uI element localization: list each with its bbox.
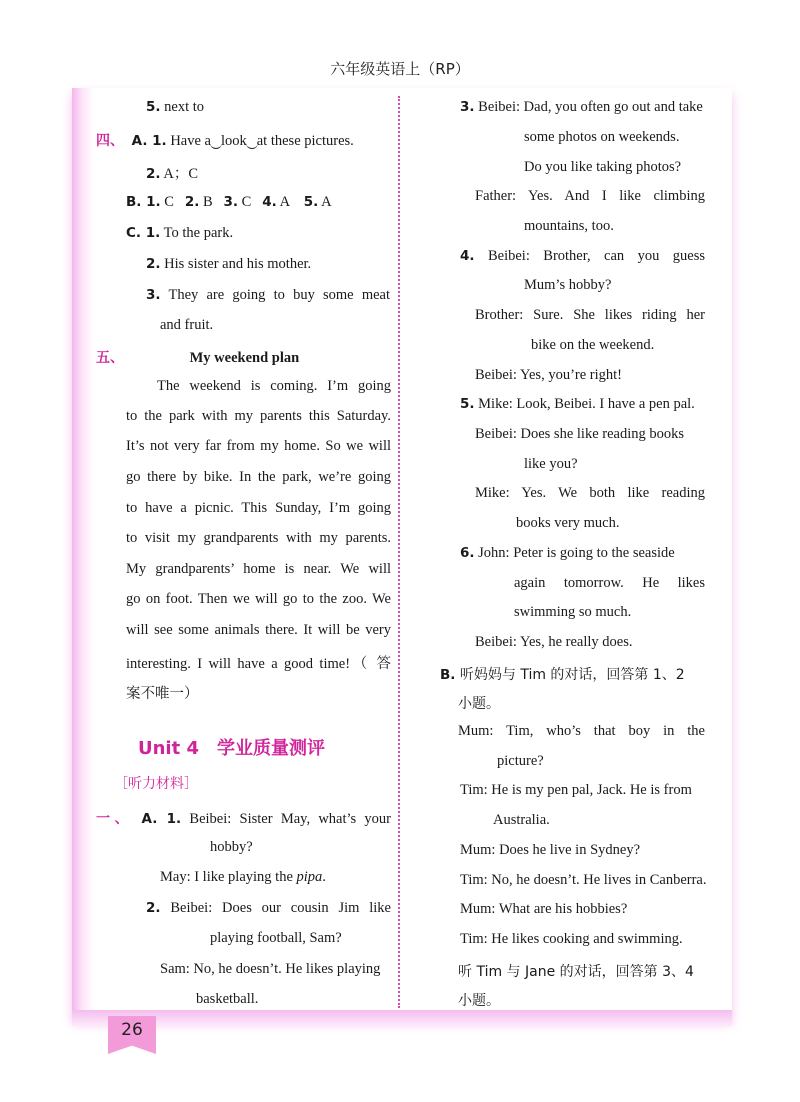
question-instruction: 小题。 — [458, 993, 500, 1009]
script-line: mountains, too. — [524, 218, 614, 234]
essay-line: go there by bike. In the park, we’re going — [126, 469, 391, 485]
script-line: books very much. — [516, 515, 620, 531]
script-line: 6. John: Peter is going to the seaside — [460, 545, 675, 561]
essay-line: The weekend is coming. I’m going — [157, 378, 391, 394]
answer-line: 5. next to — [146, 99, 205, 115]
script-line: bike on the weekend. — [531, 337, 655, 353]
section-mark: 一、 — [96, 811, 134, 827]
script-line: Mike: Yes. We both like reading — [475, 485, 705, 501]
answer-line: 2. His sister and his mother. — [146, 256, 312, 272]
section-mark: 五、 — [96, 350, 124, 366]
script-line: Beibei: Yes, he really does. — [475, 634, 633, 650]
answer-line: 四、 A. 1. Have a look at these pictures. — [96, 133, 354, 149]
script-line: 2. Beibei: Does our cousin Jim like — [146, 900, 391, 916]
script-line: like you? — [524, 456, 578, 472]
question-instruction: B. 听妈妈与 Tim 的对话，回答第 1、2 — [440, 667, 685, 683]
answer-line: B. 1. C 2. B 3. C 4. A 5. A — [126, 194, 332, 210]
essay-line: to the park with my parents this Saturday. — [126, 408, 391, 424]
right-column — [400, 0, 800, 1102]
essay-heading: 五、 My weekend plan — [96, 350, 300, 366]
answer-line: C. 1. To the park. — [126, 225, 234, 241]
script-line: hobby? — [210, 839, 253, 855]
script-line: playing football, Sam? — [210, 930, 342, 946]
script-line: Mum: What are his hobbies? — [460, 901, 628, 917]
essay-line: to have a picnic. This Sunday, I’m going — [126, 500, 391, 516]
script-line: again tomorrow. He likes — [514, 575, 705, 591]
script-line: May: I like playing the pipa. — [160, 869, 326, 885]
script-line: picture? — [497, 753, 544, 769]
script-line: Beibei: Does she like reading books — [475, 426, 684, 442]
essay-line: go on foot. Then we will go to the zoo. We — [126, 591, 391, 607]
script-line: Father: Yes. And I like climbing — [475, 188, 705, 204]
essay-line: It’s not very far from my home. So we will — [126, 438, 391, 454]
answer-line: and fruit. — [160, 317, 214, 333]
script-line: Beibei: Yes, you’re right! — [475, 367, 622, 383]
answer-line: 2. A；C — [146, 166, 198, 182]
script-line: 3. Beibei: Dad, you often go out and take — [460, 99, 703, 115]
essay-line: will see some animals there. It will be very — [126, 622, 391, 638]
script-line: some photos on weekends. — [524, 129, 680, 145]
script-line: Australia. — [493, 812, 550, 828]
script-line: Mum: Tim, who’s that boy in the — [458, 723, 705, 739]
script-line: Mum’s hobby? — [524, 277, 612, 293]
page-number: 26 — [121, 1020, 143, 1040]
script-line: 一、 A. 1. Beibei: Sister May, what’s your — [96, 811, 392, 827]
script-line: 4. Beibei: Brother, can you guess — [460, 248, 705, 264]
script-line: 5. Mike: Look, Beibei. I have a pen pal. — [460, 396, 695, 412]
question-instruction: 小题。 — [458, 696, 500, 712]
script-line: basketball. — [196, 991, 259, 1007]
script-line: Tim: He likes cooking and swimming. — [460, 931, 683, 947]
unit-title: Unit 4 学业质量测评 — [138, 738, 325, 759]
script-line: swimming so much. — [514, 604, 632, 620]
essay-line: to visit my grandparents with my parents. — [126, 530, 391, 546]
answer-line: 3. They are going to buy some meat — [146, 287, 390, 303]
section-mark: 四、 — [96, 133, 124, 149]
essay-line: My grandparents’ home is near. We will — [126, 561, 391, 577]
essay-line: interesting. I will have a good time!（ 答 — [126, 656, 391, 672]
question-instruction: 听 Tim 与 Jane 的对话，回答第 3、4 — [458, 964, 694, 980]
essay-line: 案不唯一） — [126, 686, 199, 702]
script-line: Brother: Sure. She likes riding her — [475, 307, 705, 323]
script-line: Tim: No, he doesn’t. He lives in Canberra. — [460, 872, 707, 888]
script-line: Do you like taking photos? — [524, 159, 682, 175]
script-line: Sam: No, he doesn’t. He likes playing — [160, 961, 381, 977]
listening-label: ［听力材料］ — [114, 776, 198, 792]
script-line: Mum: Does he live in Sydney? — [460, 842, 641, 858]
script-line: Tim: He is my pen pal, Jack. He is from — [460, 782, 692, 798]
page-header: 六年级英语上（RP） — [330, 60, 470, 78]
